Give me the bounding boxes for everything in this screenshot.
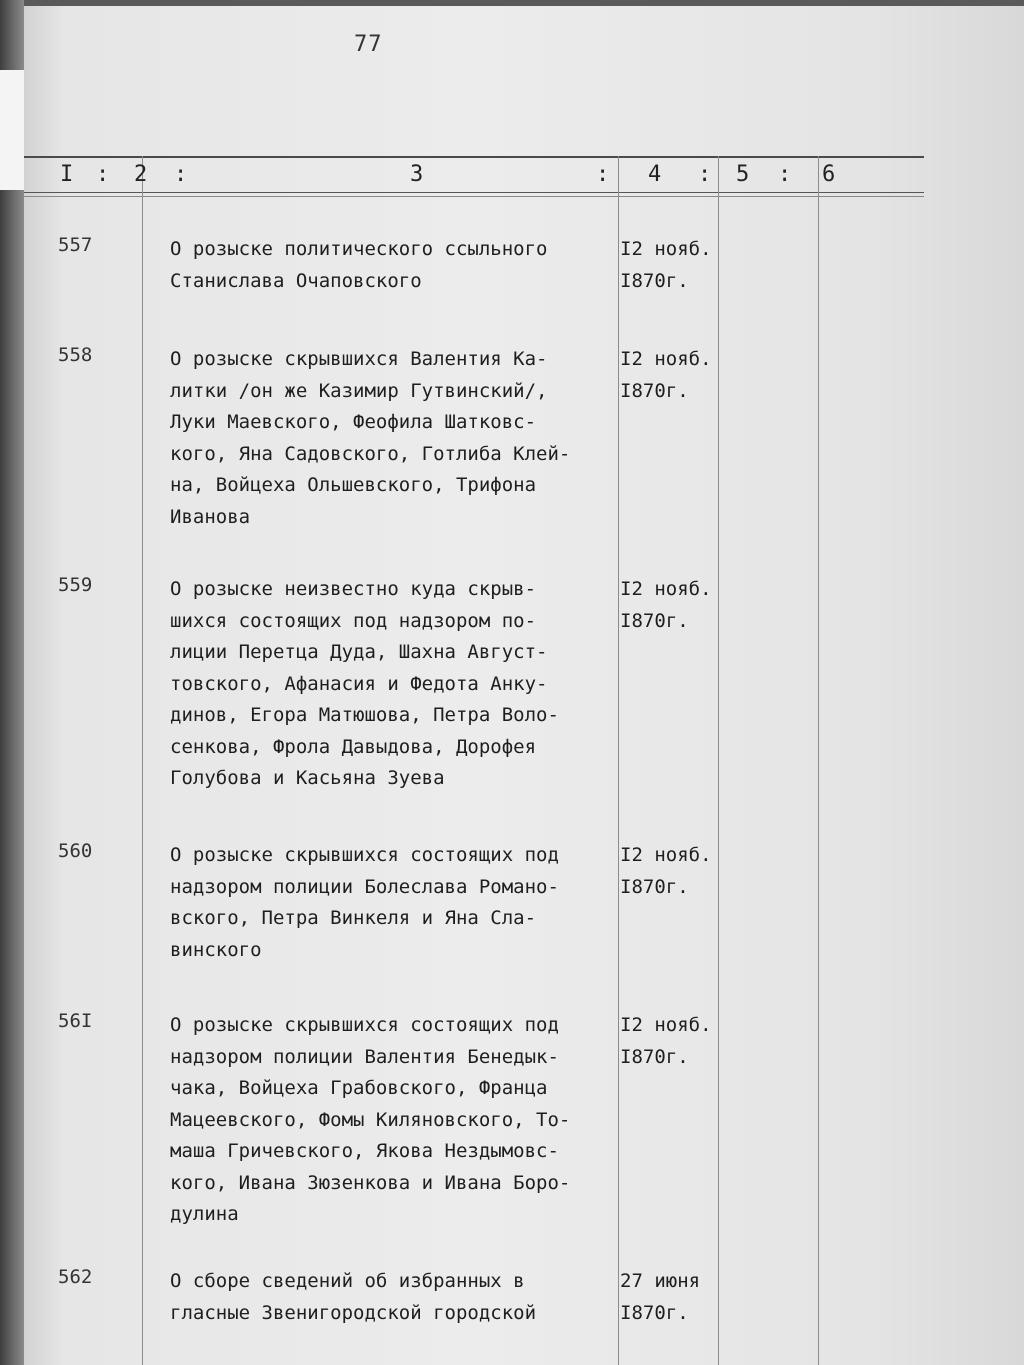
record-line: сенкова, Фрола Давыдова, Дорофея	[170, 735, 537, 758]
record-date	[620, 1010, 712, 1073]
record-date-day: I2 нояб.	[620, 238, 712, 260]
page-number: 77	[354, 32, 383, 57]
column-number-2: 2	[134, 162, 148, 187]
record-line: дулина	[170, 1203, 239, 1225]
column-separator-4: :	[698, 162, 712, 187]
record-line: динов, Егора Матюшова, Петра Воло-	[170, 704, 559, 726]
column-number-1: I	[60, 162, 74, 187]
record-date-year: I870г.	[620, 379, 689, 402]
header-rule-bottom-2	[24, 196, 924, 197]
record-number: 560	[58, 840, 93, 862]
record-date-day: I2 нояб.	[620, 1014, 712, 1036]
column-separator-2: :	[174, 162, 188, 187]
column-number-3: 3	[410, 162, 424, 187]
record-date	[620, 1266, 700, 1329]
column-number-4: 4	[648, 162, 662, 187]
record-number: 56I	[58, 1010, 93, 1032]
record-line: О розыске скрывшихся состоящих под	[170, 844, 559, 866]
record-line: кого, Ивана Зюзенкова и Ивана Боро-	[170, 1171, 571, 1194]
record-number: 558	[58, 344, 93, 366]
binding-paper-strip	[0, 70, 25, 190]
record-line: маша Гричевского, Якова Нездымовс-	[170, 1140, 559, 1162]
record-description	[170, 840, 620, 966]
record-date	[620, 344, 712, 407]
record-line: О розыске неизвестно куда скрыв-	[170, 578, 537, 600]
record-line: шихся состоящих под надзором по-	[170, 609, 537, 632]
record-line: надзором полиции Болеслава Романо-	[170, 875, 559, 898]
record-date-year: I870г.	[620, 269, 689, 292]
record-line: Луки Маевского, Феофила Шатковс-	[170, 411, 537, 433]
record-date-year: I870г.	[620, 609, 689, 632]
record-line: О сборе сведений об избранных в	[170, 1270, 525, 1292]
record-date	[620, 234, 712, 297]
record-line: винского	[170, 938, 262, 961]
column-number-6: 6	[822, 162, 836, 187]
record-date-year: I870г.	[620, 1301, 689, 1324]
record-line: лиции Перетца Дуда, Шахна Август-	[170, 641, 548, 663]
record-date	[620, 574, 712, 637]
document-page	[24, 6, 1024, 1365]
column-separator-5: :	[778, 162, 792, 187]
record-date	[620, 840, 712, 903]
record-line: надзором полиции Валентия Бенедык-	[170, 1045, 559, 1068]
record-line: чака, Войцеха Грабовского, Франца	[170, 1077, 548, 1099]
record-line: товского, Афанасия и Федота Анку-	[170, 672, 548, 695]
record-line: на, Войцеха Ольшевского, Трифона	[170, 474, 537, 496]
record-number: 557	[58, 234, 93, 256]
column-separator-1: :	[96, 162, 110, 187]
record-description	[170, 1266, 620, 1329]
record-line: О розыске скрывшихся Валентия Ка-	[170, 348, 548, 370]
record-date-day: I2 нояб.	[620, 844, 712, 866]
record-number: 559	[58, 574, 93, 596]
record-line: Иванова	[170, 505, 251, 528]
record-date-day: 27 июня	[620, 1270, 701, 1292]
column-number-5: 5	[736, 162, 750, 187]
record-line: вского, Петра Винкеля и Яна Сла-	[170, 907, 537, 929]
record-number: 562	[58, 1266, 93, 1288]
record-date-year: I870г.	[620, 1045, 689, 1068]
record-line: гласные Звенигородской городской	[170, 1301, 537, 1324]
record-description	[170, 234, 620, 297]
record-description	[170, 1010, 620, 1231]
record-line: О розыске политического ссыльного	[170, 238, 548, 260]
column-divider-3	[718, 156, 719, 1365]
record-date-day: I2 нояб.	[620, 348, 712, 370]
record-line: Голубова и Касьяна Зуева	[170, 767, 445, 789]
record-line: Станислава Очаповского	[170, 269, 422, 292]
record-line: Мацеевского, Фомы Киляновского, То-	[170, 1108, 571, 1131]
book-binding	[0, 0, 24, 1365]
record-date-year: I870г.	[620, 875, 689, 898]
column-separator-3: :	[596, 162, 610, 187]
record-description	[170, 344, 620, 533]
column-divider-4	[818, 156, 819, 1365]
bleed-through-header	[24, 126, 1024, 166]
record-line: литки /он же Казимир Гутвинский/,	[170, 379, 548, 402]
record-line: кого, Яна Садовского, Готлиба Клей-	[170, 442, 571, 465]
header-rule-top	[24, 156, 924, 158]
record-description	[170, 574, 620, 795]
record-date-day: I2 нояб.	[620, 578, 712, 600]
column-divider-1	[142, 156, 143, 1365]
header-rule-bottom	[24, 192, 924, 193]
record-line: О розыске скрывшихся состоящих под	[170, 1014, 559, 1036]
